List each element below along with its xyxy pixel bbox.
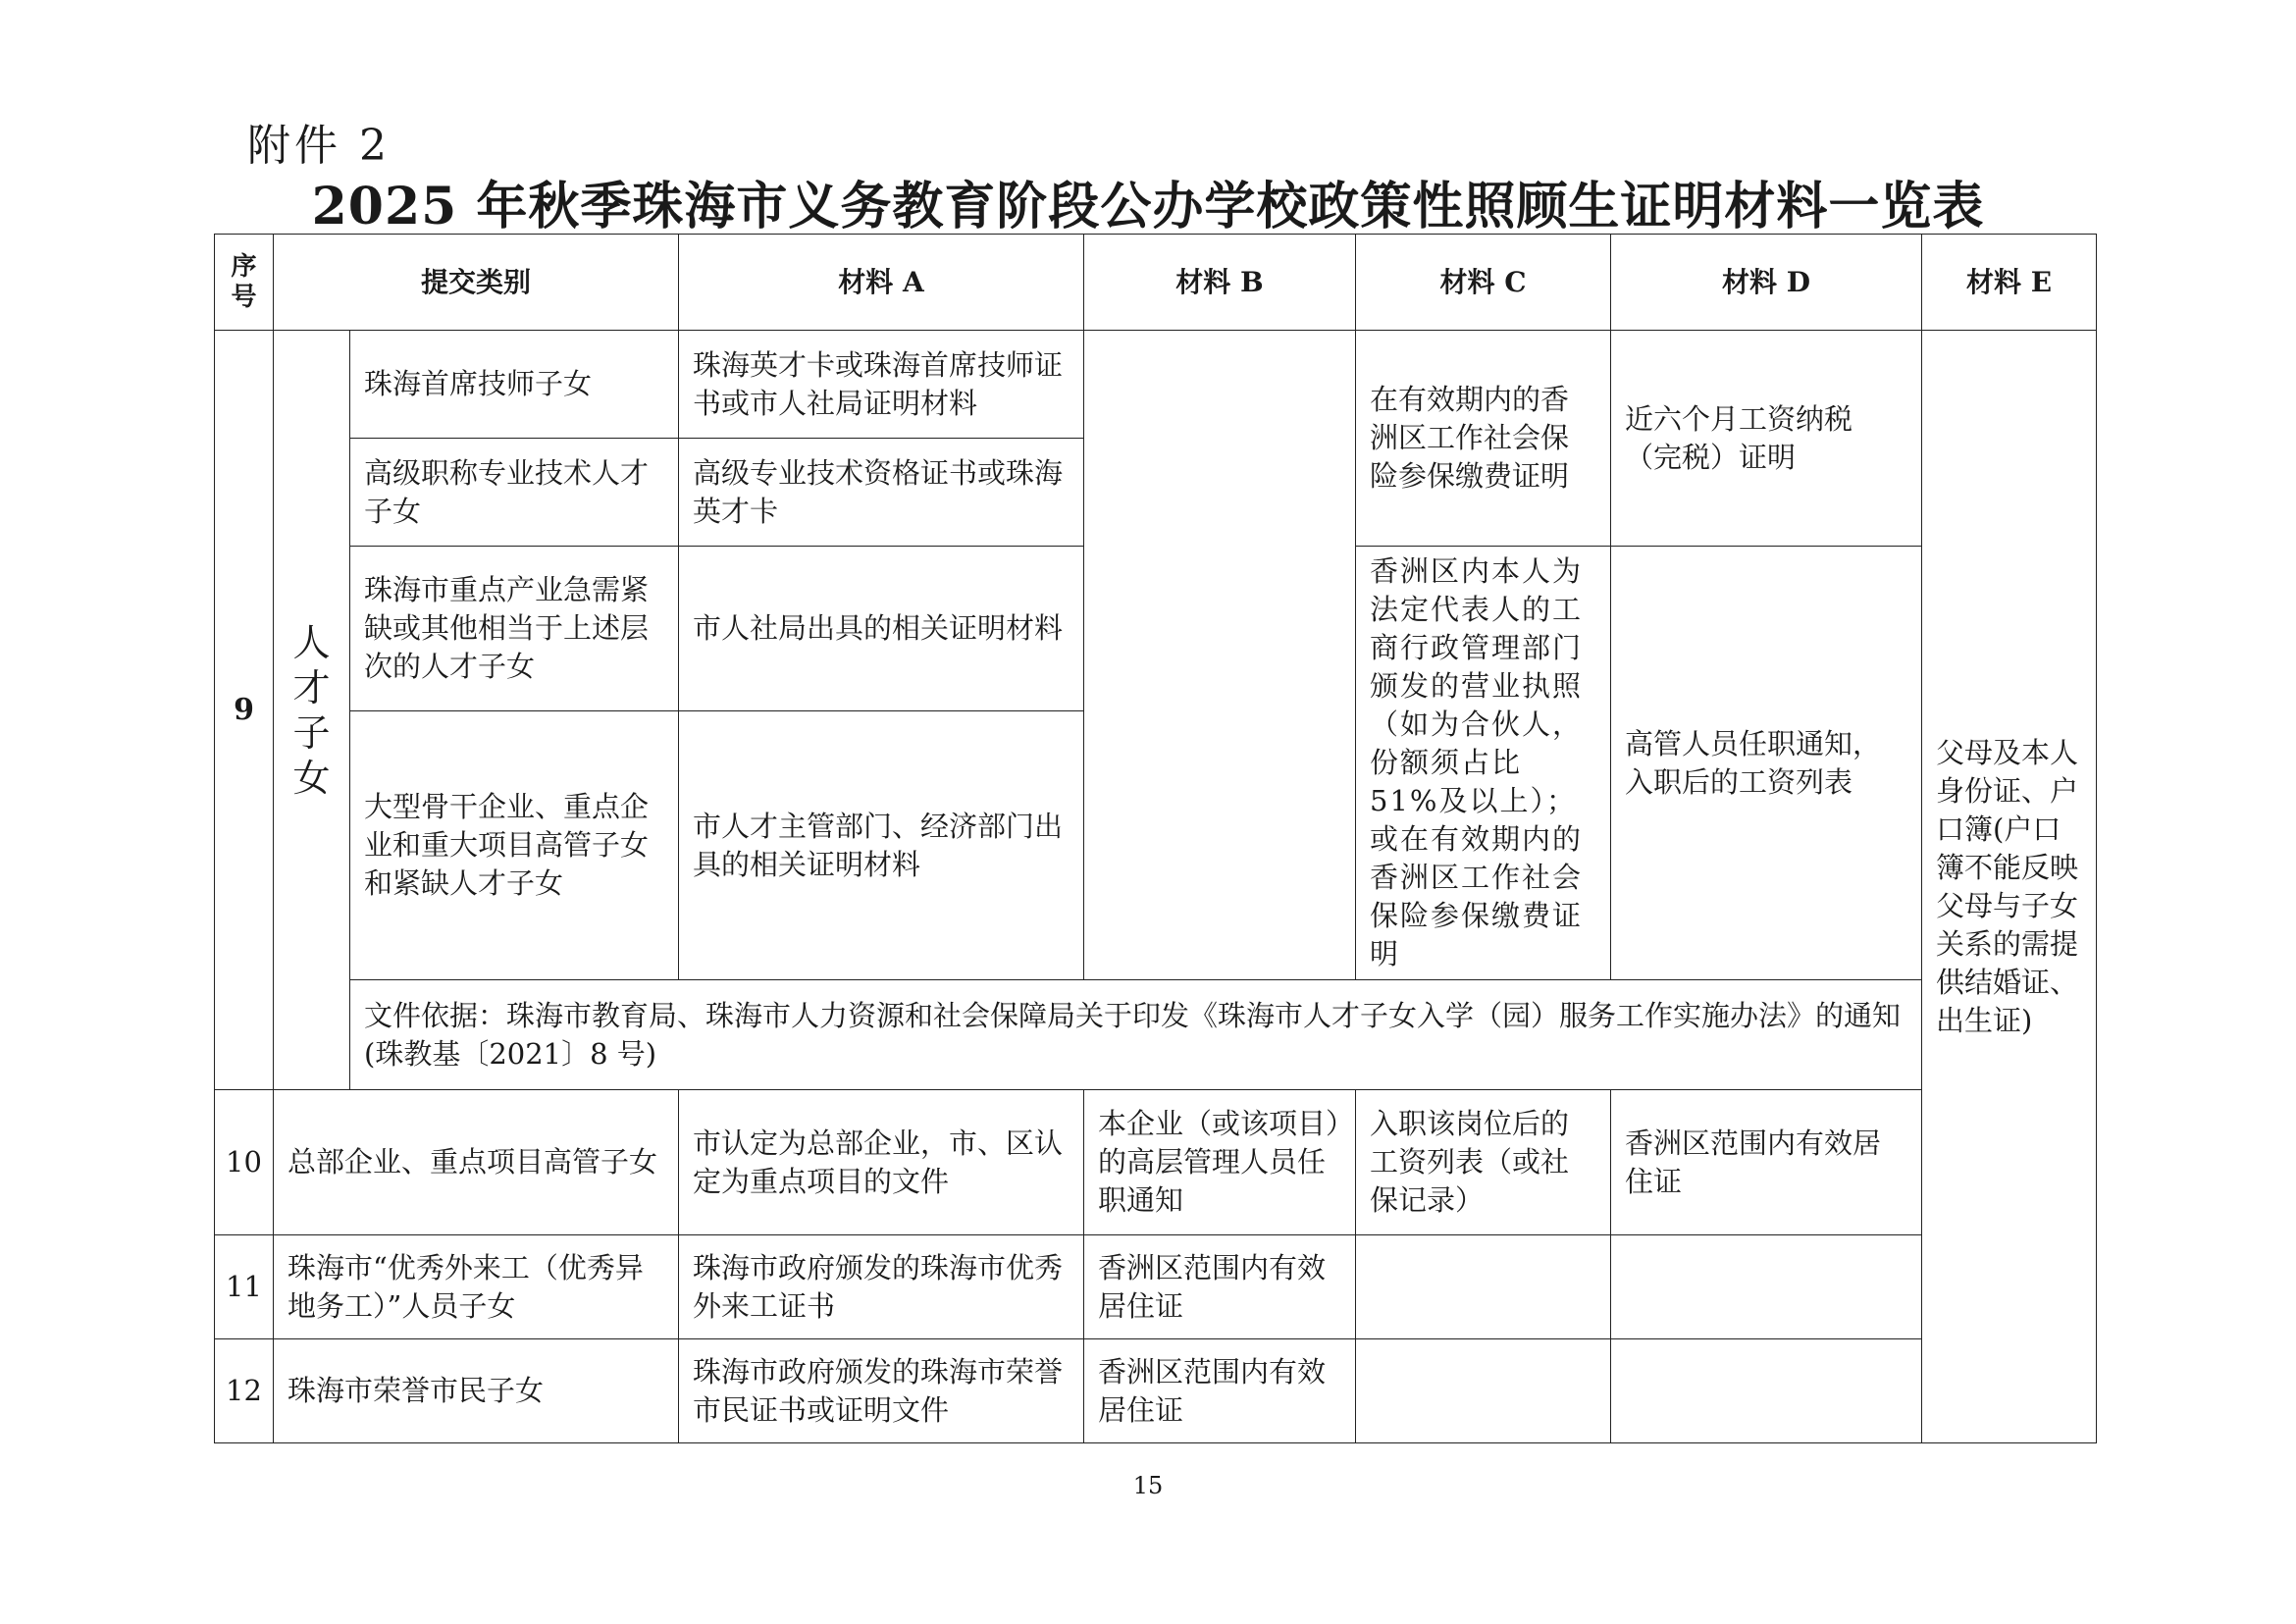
header-row (215, 235, 2097, 331)
material-c-cell: 在有效期内的香洲区工作社会保险参保缴费证明 (1356, 331, 1611, 547)
material-a-cell: 珠海市政府颁发的珠海市优秀外来工证书 (679, 1235, 1084, 1339)
header-material-a: 材料 A (679, 235, 1084, 331)
category-cell: 珠海市荣誉市民子女 (274, 1339, 679, 1443)
material-d-cell: 近六个月工资纳税（完税）证明 (1611, 331, 1922, 547)
materials-table (214, 234, 2097, 1443)
material-b-cell: 香洲区范围内有效居住证 (1084, 1235, 1356, 1339)
category-cell: 珠海市重点产业急需紧缺或其他相当于上述层次的人才子女 (350, 547, 679, 711)
material-c-cell (1356, 1235, 1611, 1339)
material-d-cell (1611, 1339, 1922, 1443)
page-title: 2025 年秋季珠海市义务教育阶段公办学校政策性照顾生证明材料一览表 (311, 177, 1985, 236)
header-category: 提交类别 (274, 235, 679, 331)
table-row (215, 980, 2097, 1090)
material-c-cell: 入职该岗位后的工资列表（或社保记录） (1356, 1090, 1611, 1235)
row-seq: 9 (215, 331, 274, 1090)
category-cell: 珠海首席技师子女 (350, 331, 679, 439)
table-row (215, 1339, 2097, 1443)
category-cell: 珠海市“优秀外来工（优秀异地务工）”人员子女 (274, 1235, 679, 1339)
material-c-cell: 香洲区内本人为法定代表人的工商行政管理部门颁发的营业执照（如为合伙人，份额须占比 51%及以上）；或在有效期内的香洲区工作社会保险参保缴费证明 (1356, 547, 1611, 980)
material-d-cell: 香洲区范围内有效居住证 (1611, 1090, 1922, 1235)
row-seq: 11 (215, 1235, 274, 1339)
material-a-cell: 珠海英才卡或珠海首席技师证书或市人社局证明材料 (679, 331, 1084, 439)
talent-group-label: 人 才 子 女 (274, 331, 350, 1090)
page-number: 15 (1132, 1472, 1164, 1499)
material-a-cell: 市人才主管部门、经济部门出具的相关证明材料 (679, 711, 1084, 980)
header-material-b: 材料 B (1084, 235, 1356, 331)
header-material-c: 材料 C (1356, 235, 1611, 331)
attachment-label: 附件 2 (247, 121, 391, 171)
material-b-cell (1084, 331, 1356, 980)
row-seq: 10 (215, 1090, 274, 1235)
table-row (215, 1090, 2097, 1235)
material-a-cell: 市认定为总部企业，市、区认定为重点项目的文件 (679, 1090, 1084, 1235)
header-material-e: 材料 E (1922, 235, 2097, 331)
category-cell: 总部企业、重点项目高管子女 (274, 1090, 679, 1235)
document-basis: 文件依据：珠海市教育局、珠海市人力资源和社会保障局关于印发《珠海市人才子女入学（园）服务工作实施办法》的通知(珠教基〔2021〕8 号) (350, 980, 1922, 1090)
material-b-cell: 香洲区范围内有效居住证 (1084, 1339, 1356, 1443)
material-a-cell: 市人社局出具的相关证明材料 (679, 547, 1084, 711)
header-seq: 序 号 (215, 235, 274, 331)
material-a-cell: 高级专业技术资格证书或珠海英才卡 (679, 439, 1084, 547)
material-c-cell (1356, 1339, 1611, 1443)
category-cell: 大型骨干企业、重点企业和重大项目高管子女和紧缺人才子女 (350, 711, 679, 980)
table-row (215, 331, 2097, 439)
category-cell: 高级职称专业技术人才子女 (350, 439, 679, 547)
material-a-cell: 珠海市政府颁发的珠海市荣誉市民证书或证明文件 (679, 1339, 1084, 1443)
material-b-cell: 本企业（或该项目）的高层管理人员任职通知 (1084, 1090, 1356, 1235)
header-material-d: 材料 D (1611, 235, 1922, 331)
material-d-cell (1611, 1235, 1922, 1339)
material-d-cell: 高管人员任职通知，入职后的工资列表 (1611, 547, 1922, 980)
row-seq: 12 (215, 1339, 274, 1443)
table-row (215, 1235, 2097, 1339)
material-e-cell: 父母及本人身份证、户口簿(户口簿不能反映父母与子女关系的需提供结婚证、出生证) (1922, 331, 2097, 1443)
